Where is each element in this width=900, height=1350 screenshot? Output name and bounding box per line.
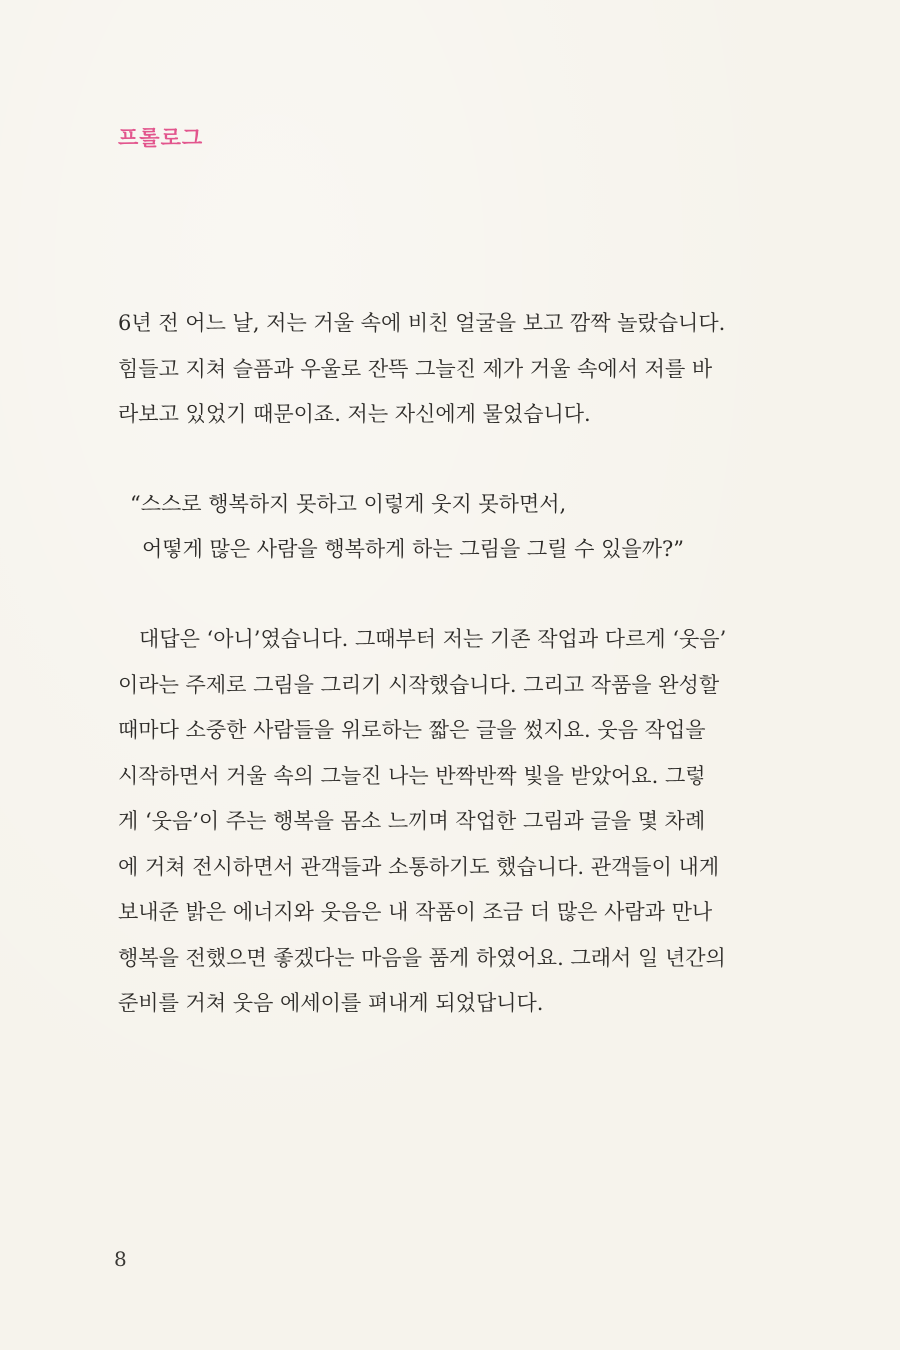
text-line: 준비를 거쳐 웃음 에세이를 펴내게 되었답니다. bbox=[118, 991, 544, 1015]
page-number: 8 bbox=[114, 1247, 127, 1271]
quote-line: “스스로 행복하지 못하고 이렇게 웃지 못하면서, bbox=[130, 492, 567, 516]
text-line: 에 거쳐 전시하면서 관객들과 소통하기도 했습니다. 관객들이 내게 bbox=[118, 854, 720, 879]
text-line: 6년 전 어느 날, 저는 거울 속에 비친 얼굴을 보고 깜짝 놀랐습니다. bbox=[118, 311, 726, 335]
text-line: 보내준 밝은 에너지와 웃음은 내 작품이 조금 더 많은 사람과 만나 bbox=[118, 900, 713, 924]
text-line: 때마다 소중한 사람들을 위로하는 짧은 글을 썼지요. 웃음 작업을 bbox=[118, 718, 706, 742]
text-line: 힘들고 지쳐 슬픔과 우울로 잔뜩 그늘진 제가 거울 속에서 저를 바 bbox=[118, 356, 713, 381]
text-line: 시작하면서 거울 속의 그늘진 나는 반짝반짝 빛을 받았어요. 그렇 bbox=[118, 763, 706, 788]
text-line: 행복을 전했으면 좋겠다는 마음을 품게 하였어요. 그래서 일 년간의 bbox=[118, 945, 726, 970]
text-line: 대답은 ‘아니’였습니다. 그때부터 저는 기존 작업과 다르게 ‘웃음’ bbox=[139, 627, 727, 651]
quote-line: 어떻게 많은 사람을 행복하게 하는 그림을 그릴 수 있을까?” bbox=[142, 537, 684, 561]
paragraph-intro bbox=[118, 301, 758, 438]
text-line: 게 ‘웃음’이 주는 행복을 몸소 느끼며 작업한 그림과 글을 몇 차례 bbox=[118, 809, 706, 833]
chapter-title: 프롤로그 bbox=[118, 126, 204, 150]
text-line: 이라는 주제로 그림을 그리기 시작했습니다. 그리고 작품을 완성할 bbox=[118, 672, 720, 697]
paragraph-answer bbox=[118, 617, 758, 1027]
text-line: 라보고 있었기 때문이죠. 저는 자신에게 물었습니다. bbox=[118, 402, 591, 426]
quote-block bbox=[130, 482, 770, 572]
